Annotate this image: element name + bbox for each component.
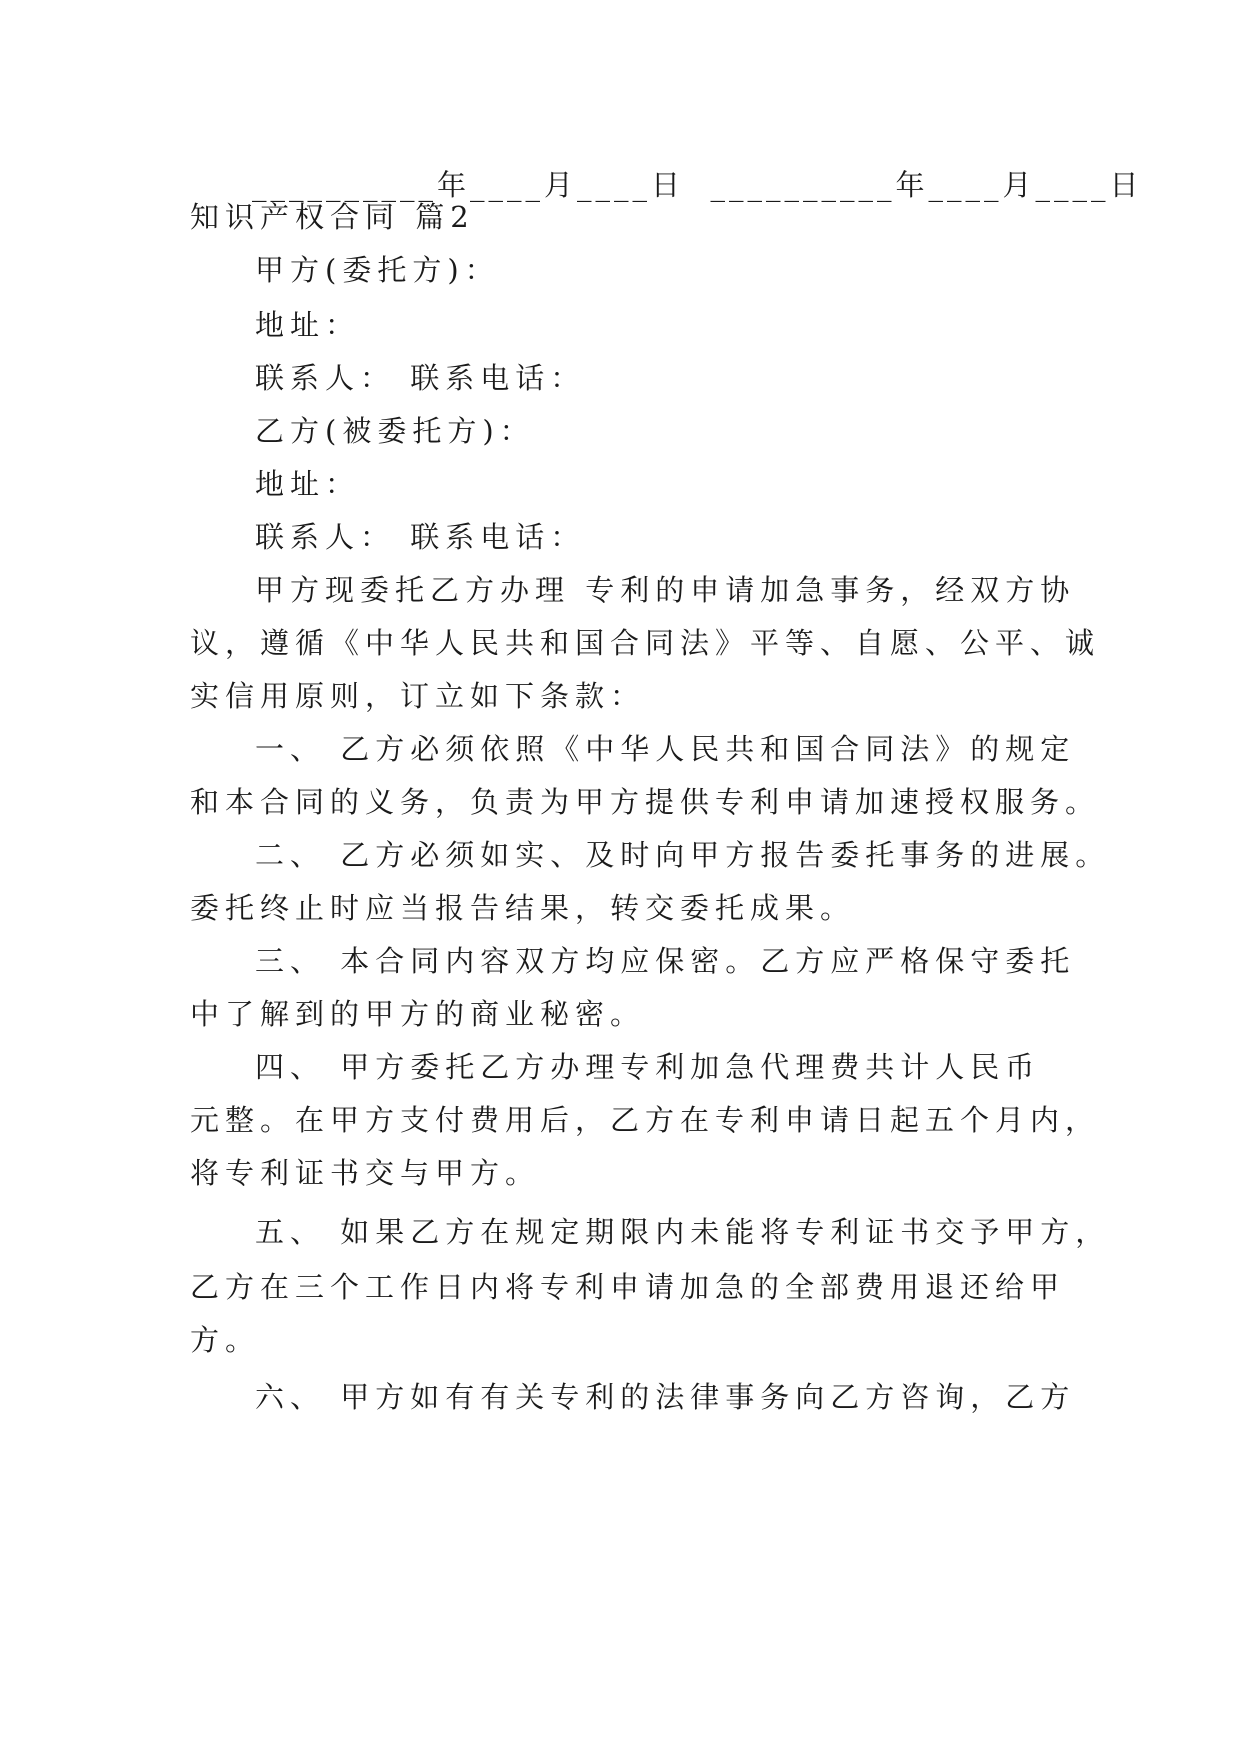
clause-4-line-2: 元整。在甲方支付费用后，乙方在专利申请日起五个月内，: [190, 1103, 1101, 1137]
party-a-label: 甲方(委托方)：: [255, 253, 500, 287]
party-b-signature-date: __________年____月____日: [710, 168, 1143, 202]
clause-1-line-1: 一、 乙方必须依照《中华人民共和国合同法》的规定: [255, 732, 1076, 766]
clause-6-line-1: 六、 甲方如有有关专利的法律事务向乙方咨询，乙方: [255, 1380, 1076, 1414]
intro-line-3: 实信用原则，订立如下条款：: [190, 679, 646, 713]
section-title: 知识产权合同 篇2: [190, 200, 475, 234]
intro-line-2: 议，遵循《中华人民共和国合同法》平等、自愿、公平、诚: [190, 626, 1101, 660]
clause-5-line-1: 五、 如果乙方在规定期限内未能将专利证书交予甲方，: [255, 1215, 1111, 1249]
clause-1-line-2: 和本合同的义务，负责为甲方提供专利申请加速授权服务。: [190, 785, 1101, 819]
party-b-address: 地址：: [255, 467, 361, 501]
clause-2-line-1: 二、 乙方必须如实、及时向甲方报告委托事务的进展。: [255, 838, 1111, 872]
party-a-contact: 联系人： 联系电话：: [255, 361, 586, 395]
party-a-address: 地址：: [255, 308, 361, 342]
clause-4-line-3: 将专利证书交与甲方。: [190, 1156, 541, 1190]
intro-line-1: 甲方现委托乙方办理 专利的申请加急事务，经双方协: [255, 573, 1076, 607]
clause-5-line-3: 方。: [190, 1323, 261, 1357]
clause-5-line-2: 乙方在三个工作日内将专利申请加急的全部费用退还给甲: [190, 1270, 1066, 1304]
party-a-signature-date: __________年____月____日: [252, 168, 685, 202]
party-b-contact: 联系人： 联系电话：: [255, 520, 586, 554]
clause-3-line-2: 中了解到的甲方的商业秘密。: [190, 997, 646, 1031]
clause-4-line-1: 四、 甲方委托乙方办理专利加急代理费共计人民币: [255, 1050, 1041, 1084]
clause-2-line-2: 委托终止时应当报告结果，转交委托成果。: [190, 891, 856, 925]
party-b-label: 乙方(被委托方)：: [255, 414, 535, 448]
clause-3-line-1: 三、 本合同内容双方均应保密。乙方应严格保守委托: [255, 944, 1076, 978]
